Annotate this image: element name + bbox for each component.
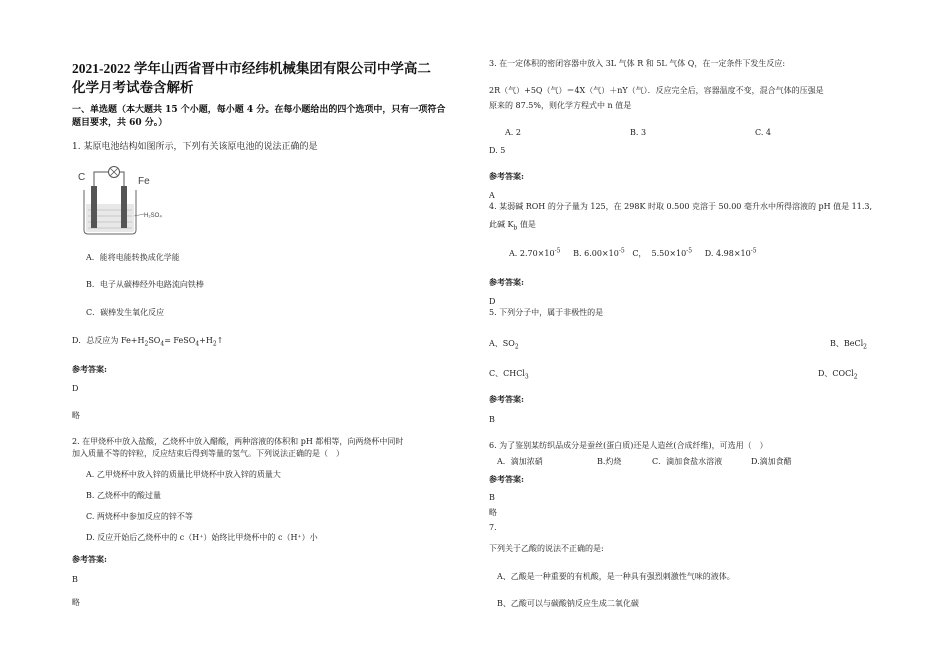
q6-answer-label: 参考答案: — [489, 474, 524, 484]
q6-option-d: D.滴加食醋 — [751, 457, 792, 466]
q3-answer: A — [489, 191, 495, 200]
q2-stem-line2: 加入质量不等的锌粒，反应结束后得到等量的氢气。下列说法正确的是（ ） — [72, 449, 344, 458]
q6-option-c: C．滴加食盐水溶液 — [652, 457, 723, 466]
q3-equation-line2: 原来的 87.5%，则化学方程式中 n 值是 — [489, 101, 632, 110]
q3-equation: 2R（气）+5Q（气）＝4X（气）＋nY（气）．反应完全后，容器温度不变，混合气体的压强是 — [489, 86, 824, 95]
q2-answer-label: 参考答案: — [72, 554, 107, 564]
q6-note: 略 — [489, 508, 497, 517]
q5-answer: B — [489, 415, 495, 424]
q2-stem-line1: 2. 在甲烧杯中放入盐酸，乙烧杯中放入醋酸，两种溶液的体积和 pH 都相等，向两烧杯中同时 — [72, 437, 404, 446]
q4-option-c: C， $5.50\times 10^{-5}$ — [632, 247, 693, 258]
q1-option-a: A．能将电能转换成化学能 — [86, 253, 180, 262]
q3-option-b: B. 3 — [630, 128, 647, 137]
q3-options-row — [505, 127, 835, 138]
q2-note: 略 — [72, 598, 80, 607]
q1-answer-label: 参考答案: — [72, 364, 107, 374]
q3-option-c: C. 4 — [755, 128, 772, 137]
q5-option-c: C、CHCl$_3$ — [489, 369, 529, 381]
fig-label-fe: Fe — [138, 176, 150, 187]
q4-option-b: B. $6.00\times 10^{-5}$ — [573, 247, 625, 258]
q5-option-d: D、COCl$_2$ — [818, 369, 858, 381]
q2-option-d: D. 反应开始后乙烧杯中的 c（H⁺）始终比甲烧杯中的 c（H⁺）小 — [86, 533, 318, 542]
q1-note: 略 — [72, 411, 80, 420]
q4-answer-label: 参考答案: — [489, 277, 524, 287]
q5-answer-label: 参考答案: — [489, 394, 524, 404]
q6-option-b: B.灼烧 — [597, 457, 622, 466]
q1-answer: D — [72, 384, 79, 393]
q3-answer-label: 参考答案: — [489, 171, 524, 181]
page-title-line2: 化学月考试卷含解析 — [72, 80, 194, 95]
q1-stem: 1. 某原电池结构如图所示，下列有关该原电池的说法正确的是 — [72, 142, 318, 152]
section-heading-line1: 一、单选题（本大题共 15 个小题，每小题 4 分。在每小题给出的四个选项中，只有一项符合 — [72, 105, 446, 115]
q7-option-a: A、乙酸是一种重要的有机酸，是一种具有强烈刺激性气味的液体。 — [497, 572, 735, 581]
fig-label-h2so4: H₂SO₄ — [144, 213, 162, 219]
q3-option-d: D. 5 — [489, 146, 506, 155]
q5-option-a: A、$SO_2$ — [489, 339, 519, 351]
q6-option-a: A．滴加浓硝 — [497, 457, 543, 466]
q2-option-c: C. 两烧杯中参加反应的锌不等 — [86, 512, 193, 521]
q1-option-c: C．碳棒发生氧化反应 — [86, 308, 165, 317]
q2-answer: B — [72, 575, 78, 584]
q4-option-d: D. $4.98\times 10^{-5}$ — [704, 247, 757, 258]
q1-option-b: B．电子从碳棒经外电路流向铁棒 — [86, 280, 204, 289]
q3-stem: 3. 在一定体积的密闭容器中放入 3L 气体 R 和 5L 气体 Q，在一定条件下发生反应: — [489, 59, 786, 68]
section-heading-line2: 题目要求，共 60 分。） — [72, 118, 168, 128]
q4-stem-line2: 此碱 $K_b$ 值是 — [489, 220, 536, 232]
q4-options-row — [509, 248, 757, 259]
q1-option-d: D．总反应为 $Fe+H_2SO_4=$ $FeSO_4+H_2↑$ — [72, 336, 224, 348]
fig-label-c: C — [78, 172, 86, 183]
q5-stem: 5. 下列分子中，属于非极性的是 — [489, 308, 604, 317]
q4-answer: D — [489, 297, 496, 306]
q3-option-a: A. 2 — [505, 128, 521, 137]
q7-option-b: B、乙酸可以与碳酸钠反应生成二氧化碳 — [497, 599, 639, 608]
galvanic-cell-figure — [72, 164, 172, 242]
q4-stem-line1: 4. 某弱碱 ROH 的分子量为 125，在 298K 时取 0.500 克溶于 50.00 毫升水中所得溶液的 pH 值是 11.3, — [489, 202, 873, 211]
q7-stem: 下列关于乙酸的说法不正确的是: — [489, 544, 604, 553]
q7-number: 7. — [489, 523, 497, 532]
q2-option-b: B. 乙烧杯中的酸过量 — [86, 491, 161, 500]
q4-option-a: A. $2.70\times 10^{-5}$ — [509, 247, 561, 258]
q6-stem: 6. 为了鉴别某纺织品成分是蚕丝(蛋白质)还是人造丝(合成纤维)，可选用（ ） — [489, 441, 768, 450]
q5-option-b: B、BeCl$_2$ — [830, 339, 867, 351]
q6-answer: B — [489, 493, 495, 502]
page-title-line1: 2021-2022 学年山西省晋中市经纬机械集团有限公司中学高二 — [72, 61, 431, 76]
q2-option-a: A. 乙甲烧杯中放入锌的质量比甲烧杯中放入锌的质量大 — [86, 470, 281, 479]
